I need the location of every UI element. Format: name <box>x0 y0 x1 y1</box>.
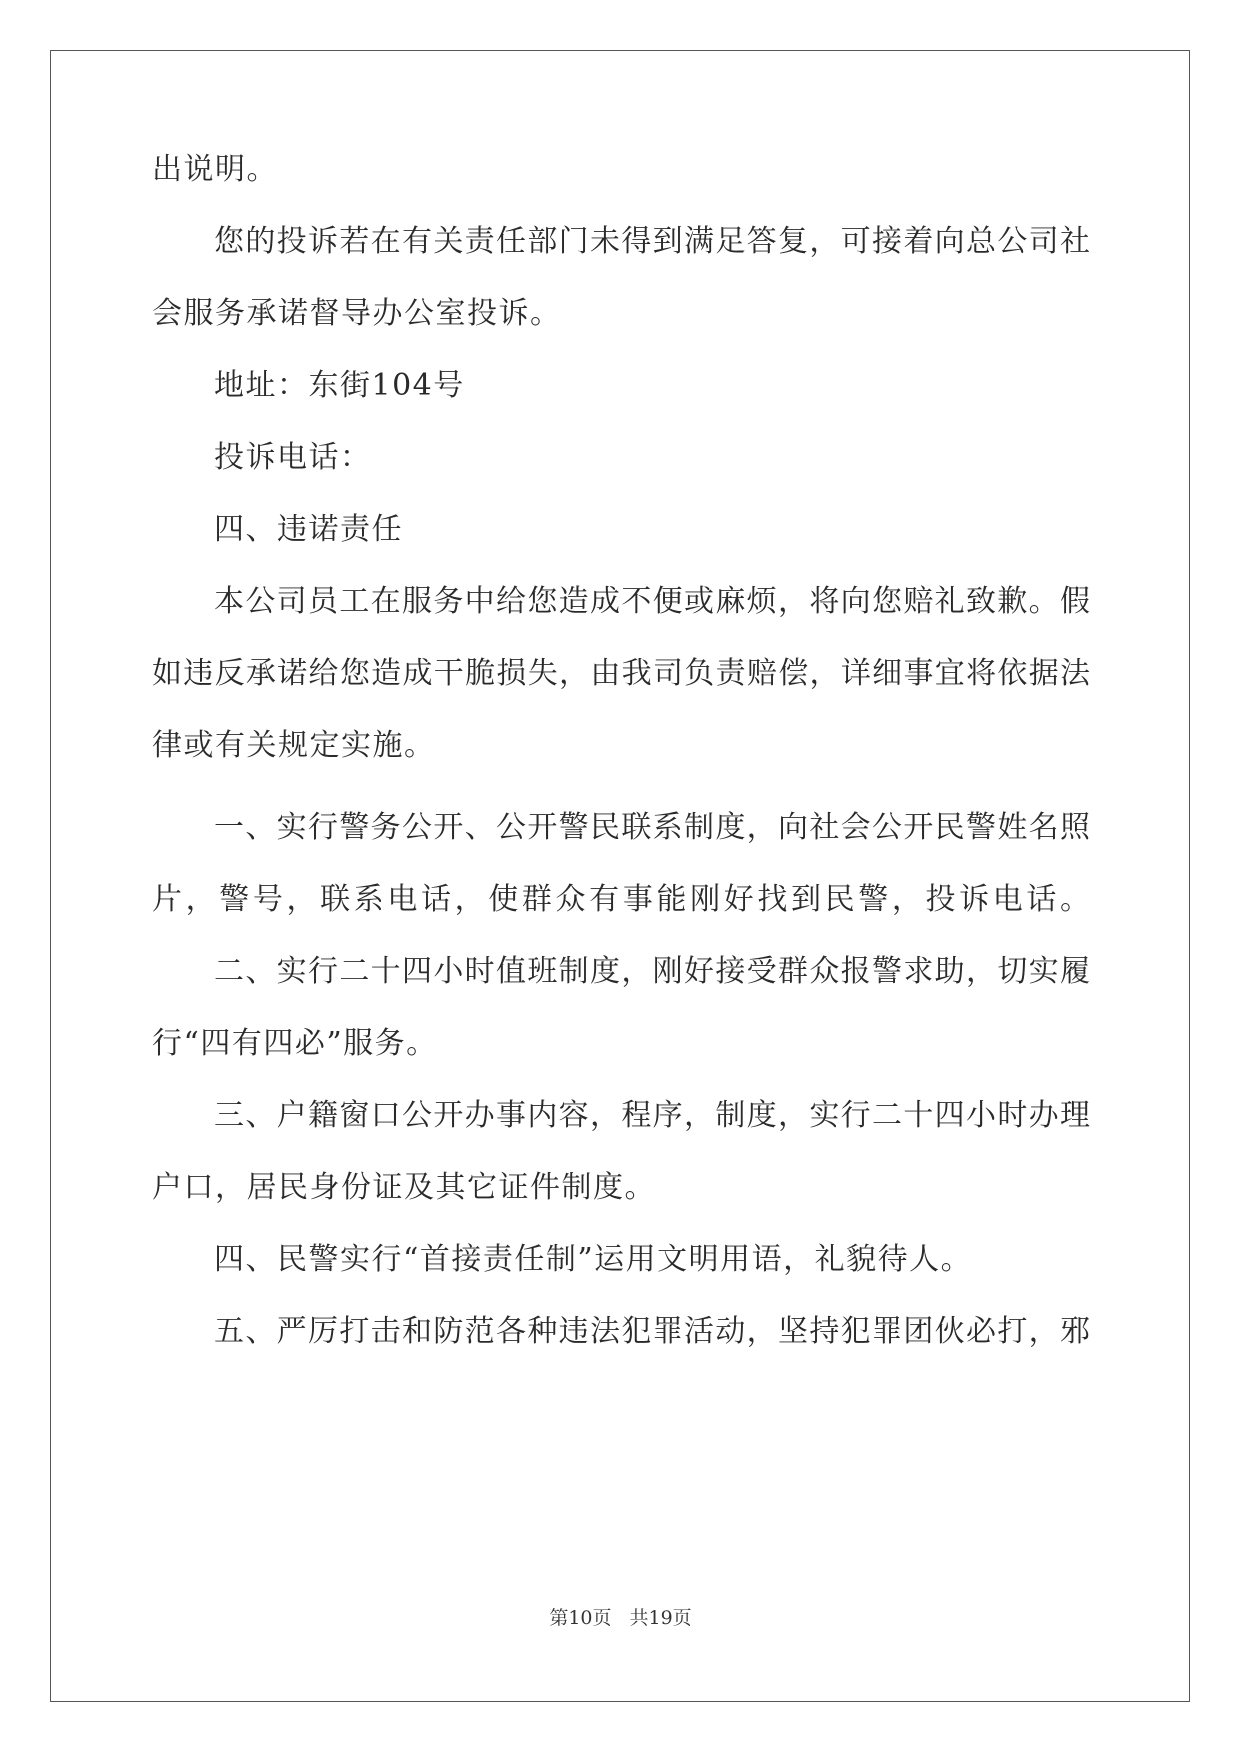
paragraph-line: 片，警号，联系电话，使群众有事能刚好找到民警，投诉电话。 <box>152 882 1090 917</box>
paragraph-line: 一、实行警务公开、公开警民联系制度，向社会公开民警姓名照 <box>214 810 1090 845</box>
complaint-phone-line: 投诉电话： <box>214 440 372 475</box>
paragraph-line: 如违反承诺给您造成干脆损失，由我司负责赔偿，详细事宜将依据法 <box>152 656 1090 691</box>
paragraph-line: 出说明。 <box>152 152 278 187</box>
paragraph-line: 律或有关规定实施。 <box>152 728 436 763</box>
page-footer <box>0 1606 1241 1630</box>
paragraph-line: 户口，居民身份证及其它证件制度。 <box>152 1170 656 1205</box>
paragraph-line: 本公司员工在服务中给您造成不便或麻烦，将向您赔礼致歉。假 <box>214 584 1090 619</box>
paragraph-line: 行“四有四必”服务。 <box>152 1026 438 1061</box>
address-line: 地址：东街104号 <box>214 368 465 403</box>
page-number: 第10页 <box>549 1607 612 1629</box>
page-total: 共19页 <box>629 1607 692 1629</box>
paragraph-line: 五、严厉打击和防范各种违法犯罪活动，坚持犯罪团伙必打，邪 <box>214 1314 1090 1349</box>
paragraph-line: 会服务承诺督导办公室投诉。 <box>152 296 562 331</box>
paragraph-line: 四、民警实行“首接责任制”运用文明用语，礼貌待人。 <box>214 1242 973 1277</box>
paragraph-line: 二、实行二十四小时值班制度，刚好接受群众报警求助，切实履 <box>214 954 1090 989</box>
paragraph-line: 三、户籍窗口公开办事内容，程序，制度，实行二十四小时办理 <box>214 1098 1090 1133</box>
section-heading: 四、违诺责任 <box>214 512 403 547</box>
paragraph-line: 您的投诉若在有关责任部门未得到满足答复，可接着向总公司社 <box>214 224 1090 259</box>
